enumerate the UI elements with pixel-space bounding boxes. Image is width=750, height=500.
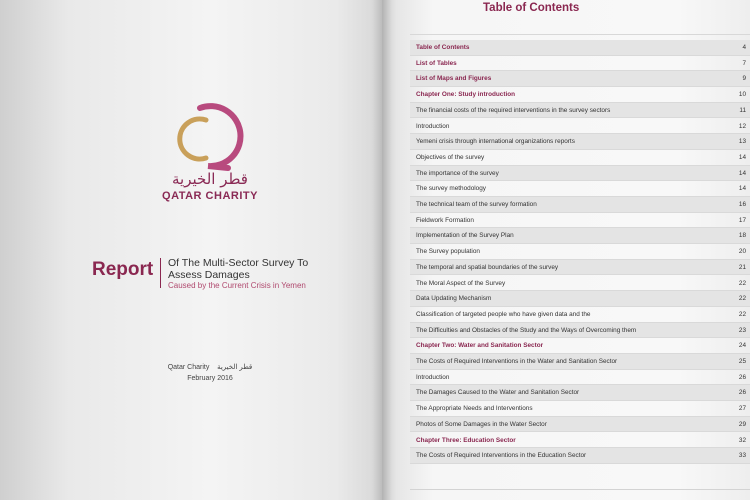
toc-entry[interactable] — [410, 166, 750, 182]
toc-entry[interactable] — [410, 119, 750, 135]
toc-entry-label: List of Maps and Figures — [416, 75, 492, 83]
toc-entry[interactable] — [410, 134, 750, 150]
toc-entry-label: Chapter Two: Water and Sanitation Sector — [416, 342, 544, 350]
toc-entry[interactable] — [410, 338, 750, 354]
toc-entry-label: The Costs of Required Interventions in the Education Sector — [416, 452, 587, 460]
report-subtitle-line2: Assess Damages — [168, 269, 250, 281]
book-gutter — [372, 0, 392, 500]
toc-entry-page: 14 — [738, 153, 746, 161]
toc-entry-label: Objectives of the survey — [416, 153, 485, 161]
toc-entry-page: 13 — [738, 138, 746, 146]
toc-entry-page: 25 — [738, 358, 746, 365]
toc-entry-page: 21 — [738, 263, 746, 271]
toc-entry-page: 33 — [738, 452, 746, 460]
toc-entry[interactable] — [410, 87, 750, 103]
toc-entry[interactable] — [410, 307, 750, 323]
toc-entry-label: Photos of Some Damages in the Water Sector — [416, 420, 547, 428]
toc-entry-label: The survey methodology — [416, 185, 486, 193]
toc-entry[interactable] — [410, 103, 750, 119]
toc-entry-page: 14 — [738, 185, 746, 193]
toc-entry-page: 32 — [738, 436, 746, 444]
toc-entry-label: The Damages Caused to the Water and Sanitation Sector — [416, 389, 580, 397]
logo-arabic-name: قطر الخيرية — [172, 170, 248, 188]
toc-entry[interactable] — [410, 401, 750, 417]
org-name-en: Qatar Charity — [167, 364, 210, 371]
toc-entry[interactable] — [410, 370, 750, 386]
toc-entry-page: 7 — [742, 59, 746, 67]
toc-title: Table of Contents — [483, 2, 580, 14]
toc-entry-label: The Costs of Required Interventions in the Water and Sanitation Sector — [416, 358, 618, 365]
toc-entry-page: 4 — [742, 44, 746, 51]
toc-entry-page: 22 — [738, 295, 746, 303]
toc-entry-page: 27 — [738, 405, 746, 413]
toc-entry-label: The Appropriate Needs and Interventions — [416, 405, 533, 413]
toc-entry-page: 29 — [738, 420, 746, 428]
report-date: February 2016 — [187, 375, 233, 382]
toc-entry[interactable] — [410, 260, 750, 276]
toc-entry-page: 22 — [738, 310, 746, 318]
toc-entry-page: 17 — [738, 216, 746, 224]
toc-entry[interactable] — [410, 150, 750, 166]
toc-entry-page: 23 — [738, 326, 746, 334]
toc-entry[interactable] — [410, 40, 750, 56]
toc-entry-label: Table of Contents — [416, 44, 470, 51]
logo-english-name: QATAR CHARITY — [162, 190, 258, 202]
toc-entry-label: The importance of the survey — [416, 169, 499, 177]
toc-entry-label: The technical team of the survey formation — [416, 201, 537, 208]
toc-top-rule — [410, 34, 750, 35]
toc-entry-page: 26 — [738, 373, 746, 381]
toc-entry-label: The Survey population — [416, 248, 480, 256]
toc-entry[interactable] — [410, 448, 750, 464]
toc-entry-label: Data Updating Mechanism — [416, 295, 492, 303]
toc-entry-page: 16 — [738, 201, 746, 208]
toc-entry[interactable] — [410, 197, 750, 213]
report-subtitle-line3: Caused by the Current Crisis in Yemen — [168, 281, 306, 290]
toc-entry-label: Classification of targeted people who have given data and the — [416, 310, 591, 318]
toc-entry[interactable] — [410, 244, 750, 260]
toc-entry[interactable] — [410, 417, 750, 433]
toc-entry-page: 12 — [738, 122, 746, 130]
toc-entry-label: The financial costs of the required interventions in the survey sectors — [416, 106, 611, 114]
toc-entry[interactable] — [410, 385, 750, 401]
toc-entry[interactable] — [410, 433, 750, 449]
toc-entry[interactable] — [410, 323, 750, 339]
toc-entry-page: 20 — [738, 248, 746, 256]
toc-entry-label: Yemeni crisis through international organizations reports — [416, 138, 575, 146]
toc-entry-page: 11 — [739, 106, 746, 114]
toc-bottom-rule — [410, 489, 750, 490]
toc-entry[interactable] — [410, 181, 750, 197]
toc-entry-page: 10 — [738, 91, 746, 99]
toc-entry[interactable] — [410, 276, 750, 292]
toc-entry-label: List of Tables — [416, 59, 457, 67]
toc-entry[interactable] — [410, 228, 750, 244]
org-name-ar: قطر الخيرية — [217, 364, 253, 371]
org-name — [150, 363, 270, 371]
toc-entry-label: The Moral Aspect of the Survey — [416, 279, 506, 287]
toc-entry-page: 26 — [738, 389, 746, 397]
toc-entry-label: Fieldwork Formation — [416, 216, 474, 224]
toc-entry-page: 18 — [738, 232, 746, 240]
toc-entry[interactable] — [410, 56, 750, 72]
toc-entry-page: 14 — [738, 169, 746, 177]
toc-entry-label: The temporal and spatial boundaries of the survey — [416, 263, 559, 271]
toc-entry[interactable] — [410, 213, 750, 229]
report-heading: Report — [92, 259, 154, 280]
toc-entry-page: 9 — [742, 75, 746, 83]
toc-entry-label: Introduction — [416, 373, 450, 381]
toc-entry-label: Introduction — [416, 122, 450, 130]
toc-entry-label: Chapter Three: Education Sector — [416, 436, 516, 444]
toc-entry-page: 24 — [738, 342, 746, 350]
report-divider — [160, 258, 161, 288]
toc-entry-page: 22 — [738, 279, 746, 287]
toc-entry[interactable] — [410, 354, 750, 370]
toc-entry[interactable] — [410, 291, 750, 307]
toc-entry[interactable] — [410, 71, 750, 87]
toc-entry-label: Chapter One: Study introduction — [416, 91, 516, 99]
report-subtitle-line1: Of The Multi-Sector Survey To — [168, 257, 309, 269]
toc-entry-label: Implementation of the Survey Plan — [416, 232, 514, 240]
toc-entry-label: The Difficulties and Obstacles of the Study and the Ways of Overcoming them — [416, 326, 637, 334]
